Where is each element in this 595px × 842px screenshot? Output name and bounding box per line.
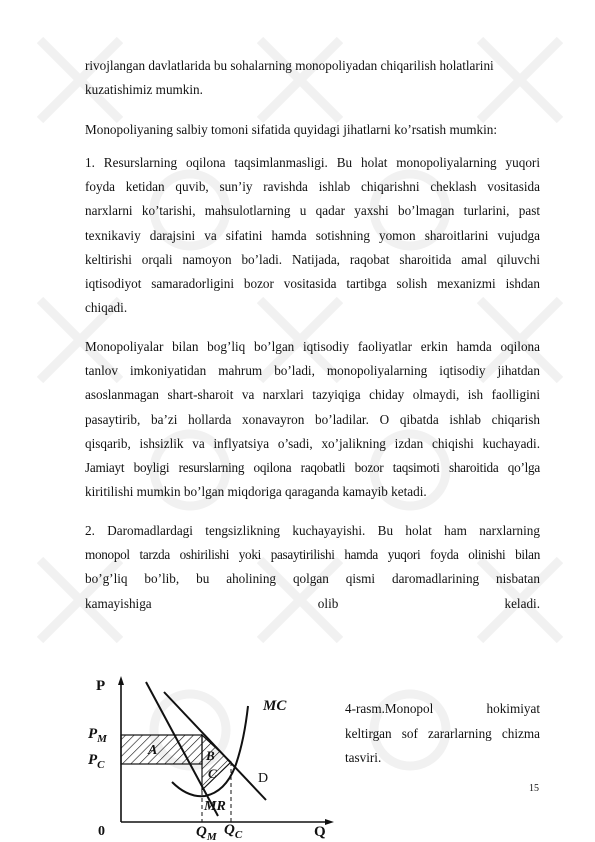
text-line: qisqarib, ishsizlik va inflyatsiya o’sadi, xo’jalikning izdan chiqishi kuchayadi. — [85, 435, 540, 451]
q-axis-arrow — [325, 819, 334, 825]
area-a-label: A — [148, 743, 158, 758]
text-line: texnikaviy darajsini va sifatini hamda sotishning yomon sharoitlarini vujudga — [85, 227, 540, 243]
caption-line: tasviri. — [345, 750, 382, 765]
text-line: chiqadi. — [85, 300, 128, 316]
paragraph-point-1 — [85, 151, 540, 320]
origin-label: 0 — [98, 824, 105, 839]
text-line: kuzatishimiz mumkin. — [85, 82, 203, 98]
paragraph-point-2 — [85, 519, 540, 616]
p-axis-label: P — [96, 678, 106, 694]
qm-label: $Q_M$ — [196, 824, 217, 842]
text-line: 2. Daromadlardagi tengsizlikning kuchayayishi. Bu holat ham narxlarning — [85, 523, 540, 538]
pm-label: $P_M$ — [88, 726, 107, 745]
text-line: pasaytirib, ba’zi hollarda xonavayron bo’ladilar. O qibatda ishlab chiqarish — [85, 411, 540, 427]
text-line: rivojlangan davlatlarida bu sohalarning monopoliyadan chiqarilish holatlarini — [85, 58, 494, 73]
pc-label: $P_C$ — [88, 752, 105, 771]
page-number: 15 — [529, 783, 539, 794]
text-line: bo’g’liq bo’lib, bu aholining qolgan qismi daromadlarining nisbatan — [85, 571, 540, 587]
text-line: narxlarni ko’tarishi, mahsulotlarning u qadar yaxshi bo’lmagan turlarini, past — [85, 203, 540, 219]
figure-caption — [345, 697, 540, 771]
area-a — [121, 735, 202, 764]
area-b-label: B — [206, 748, 215, 763]
text-line: Monopoliyaning salbiy tomoni sifatida quyidagi jihatlarni ko’rsatish mumkin: — [85, 122, 498, 137]
text-line: 1. Resurslarning oqilona taqsimlanmasligi. Bu holat monopoliyalarning yuqori — [85, 155, 540, 170]
text-line: foyda ketidan quvib, sun’iy ravishda ishlab chiqarishni cheklash vositasida — [85, 179, 540, 195]
monopoly-diagram — [78, 672, 338, 842]
text-line: monopol tarzda oshirilishi yoki pasaytirilishi hamda yuqori foyda olinishi bilan — [85, 547, 540, 563]
text-line: kamayishiga olib keladi. — [85, 595, 540, 611]
text-line: asoslanmagan shart-sharoit va narxlari tazyiqiga chiday olmaydi, ish faolligini — [85, 387, 540, 403]
paragraph-lead — [85, 118, 540, 142]
q-axis-label: Q — [314, 824, 326, 840]
area-c-label: C — [208, 766, 217, 781]
mc-label: MC — [263, 698, 287, 714]
mr-label: MR — [204, 799, 226, 814]
p-axis-arrow — [118, 676, 124, 685]
text-line: tanlov imkoniyatidan mahrum bo’ladi, monopoliyalarning iqtisodiy jihatdan — [85, 363, 540, 379]
paragraph-monopolies — [85, 335, 540, 504]
text-line: kiritilishi mumkin bo’lgan miqdoriga qaraganda kamayib ketadi. — [85, 484, 427, 500]
text-line: Jamiayt boyligi resurslarning oqilona raqobatli bozor taqsimoti sharoitida qo’lga — [85, 460, 540, 476]
text-line: Monopoliyalar bilan bog’liq bo’lgan iqtisodiy faoliyatlar erkin hamda oqilona — [85, 339, 540, 354]
qc-label: $Q_C$ — [224, 822, 243, 841]
text-line: iqtisodiyot samaradorligini bozor vositasida tartibga solish mexanizmi ishdan — [85, 276, 540, 292]
caption-line: 4-rasm.Monopol hokimiyat — [345, 701, 540, 716]
text-line: keltirishi orqali namoyon bo’ladi. Natijada, raqobat sharoitida amal qiluvchi — [85, 251, 540, 267]
d-label: D — [258, 771, 269, 786]
caption-line: keltirgan sof zararlarning chizma — [345, 725, 540, 741]
paragraph-intro — [85, 54, 540, 102]
